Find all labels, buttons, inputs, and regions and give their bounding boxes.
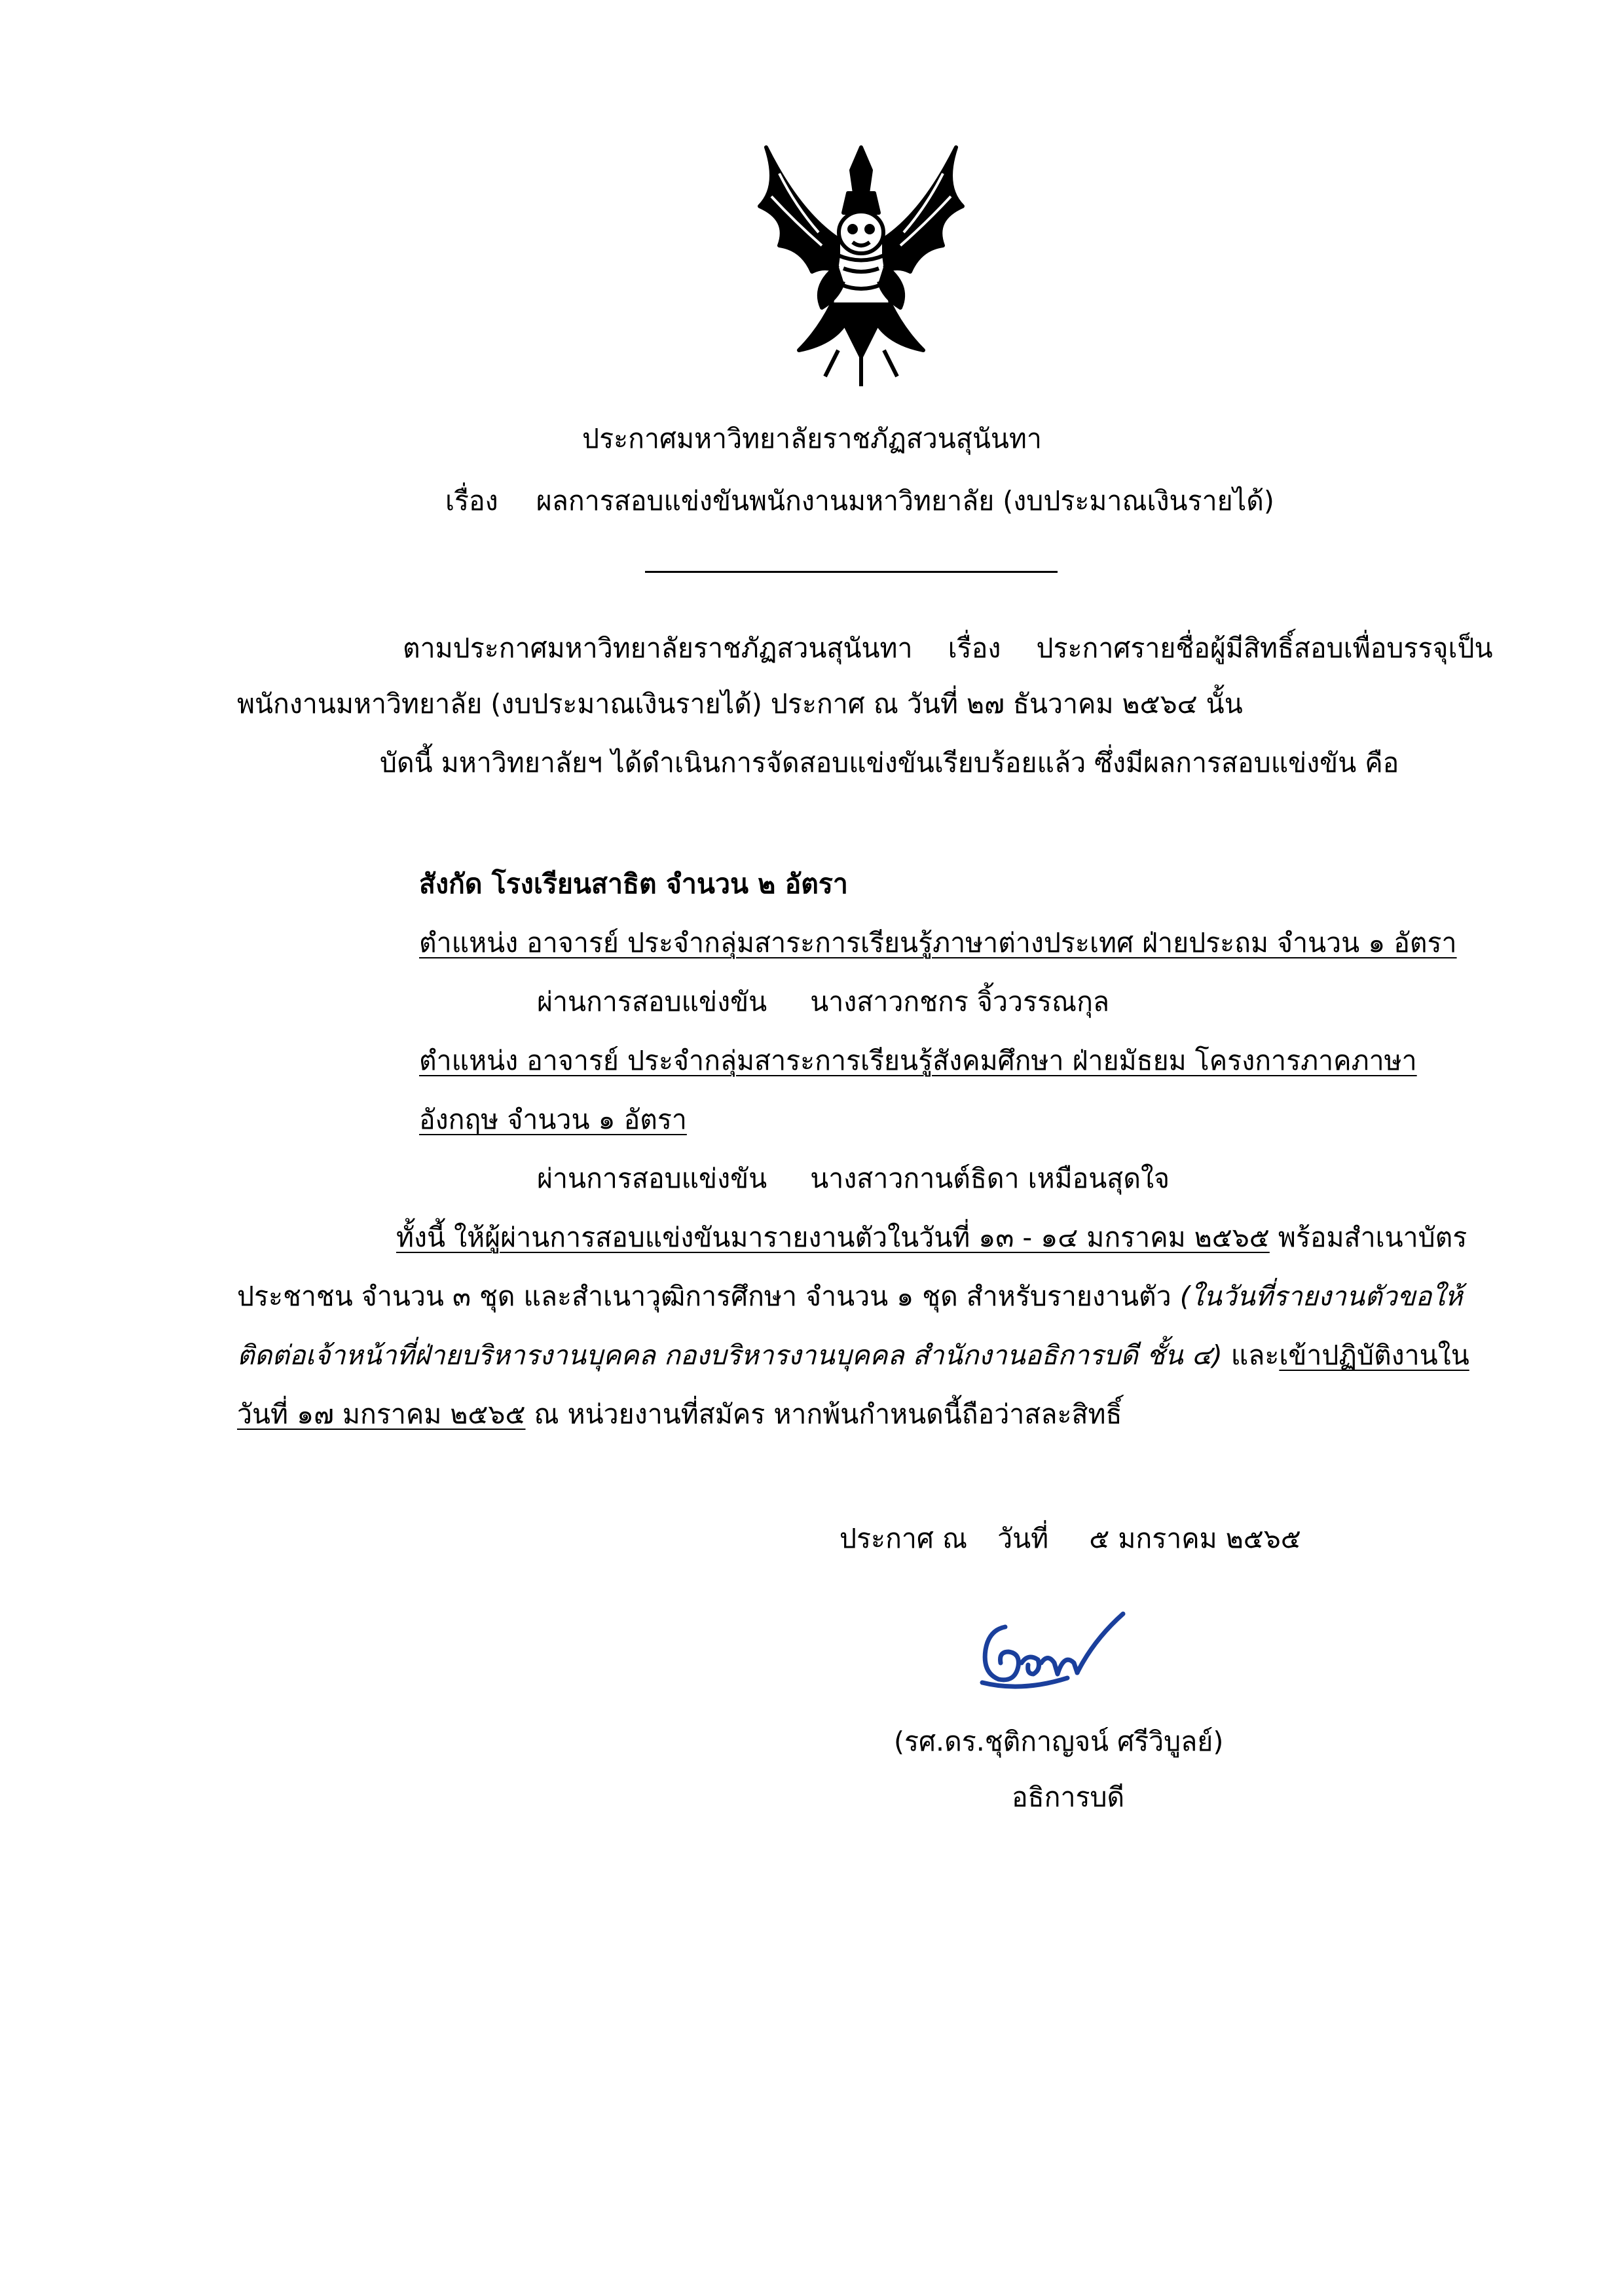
announcement-date xyxy=(840,1519,1301,1558)
signer-name: (รศ.ดร.ชุติกาญจน์ ศรีวิบูลย์) xyxy=(894,1726,1224,1757)
instructions-text: และ xyxy=(1222,1339,1280,1371)
instructions-text: ณ หน่วยงานที่สมัคร หากพ้นกำหนดนี้ถือว่าสละสิทธิ์ xyxy=(525,1398,1122,1430)
intro-paragraph-2: บัดนี้ มหาวิทยาลัยฯ ได้ดำเนินการจัดสอบแข่งขันเรียบร้อยแล้ว ซึ่งมีผลการสอบแข่งขัน คือ xyxy=(380,747,1399,778)
signature-icon xyxy=(943,1601,1146,1712)
passed-candidate-name: นางสาวกานต์ธิดา เหมือนสุดใจ xyxy=(810,1163,1170,1194)
position-2-title-line-2: อังกฤษ จำนวน ๑ อัตรา xyxy=(419,1104,687,1135)
signer-title: อธิการบดี xyxy=(1012,1781,1125,1813)
instructions-text: ประชาชน จำนวน ๓ ชุด และสำเนาวุฒิการศึกษา จำนวน ๑ ชุด สำหรับรายงานตัว xyxy=(237,1281,1180,1312)
intro-text: ตามประกาศมหาวิทยาลัยราชภัฏสวนสุนันทา xyxy=(403,632,913,664)
instructions-line-3 xyxy=(237,1336,1469,1375)
instructions-line-2 xyxy=(237,1277,1462,1316)
result-label: ผ่านการสอบแข่งขัน xyxy=(537,1163,767,1194)
position-1-title: ตำแหน่ง อาจารย์ ประจำกลุ่มสาระการเรียนรู้ภาษาต่างประเทศ ฝ่ายประถม จำนวน ๑ อัตรา xyxy=(419,927,1457,958)
intro-subject-label: เรื่อง xyxy=(948,632,1001,664)
subject-label: เรื่อง xyxy=(445,485,498,517)
instructions-line-4 xyxy=(237,1394,1122,1434)
date-label: วันที่ xyxy=(997,1523,1049,1554)
date-value: ๕ มกราคม ๒๕๖๕ xyxy=(1089,1523,1301,1554)
position-2-title-line-1: ตำแหน่ง อาจารย์ ประจำกลุ่มสาระการเรียนรู้สังคมศึกษา ฝ่ายมัธยม โครงการภาคภาษา xyxy=(419,1045,1417,1076)
intro-paragraph-1-line-2: พนักงานมหาวิทยาลัย (งบประมาณเงินรายได้) ประกาศ ณ วันที่ ๒๗ ธันวาคม ๒๕๖๔ นั้น xyxy=(237,688,1243,720)
contact-note: ติดต่อเจ้าหน้าที่ฝ่ายบริหารงานบุคคล กองบริหารงานบุคคล สำนักงานอธิการบดี ชั้น ๔) xyxy=(237,1339,1223,1371)
header-divider xyxy=(645,571,1058,573)
result-label: ผ่านการสอบแข่งขัน xyxy=(537,986,767,1017)
report-date-text: ทั้งนี้ ให้ผู้ผ่านการสอบแข่งขันมารายงานตัวในวันที่ ๑๓ - ๑๔ มกราคม ๒๕๖๕ xyxy=(396,1222,1270,1253)
position-2-result xyxy=(537,1159,1170,1198)
start-work-text: เข้าปฏิบัติงานใน xyxy=(1279,1339,1469,1371)
subject-line xyxy=(445,481,1274,520)
intro-paragraph-1-line-1 xyxy=(403,629,1493,668)
instructions-line-1 xyxy=(396,1218,1467,1257)
contact-note: (ในวันที่รายงานตัวขอให้ xyxy=(1179,1281,1463,1312)
passed-candidate-name: นางสาวกชกร จิ้ววรรณกุล xyxy=(810,986,1110,1017)
position-1-result xyxy=(537,982,1109,1021)
announced-label: ประกาศ ณ xyxy=(840,1523,968,1554)
start-work-date: วันที่ ๑๗ มกราคม ๒๕๖๕ xyxy=(237,1398,526,1430)
instructions-text: พร้อมสำเนาบัตร xyxy=(1269,1222,1467,1253)
subject-text: ผลการสอบแข่งขันพนักงานมหาวิทยาลัย (งบประมาณเงินรายได้) xyxy=(536,485,1274,517)
section-heading: สังกัด โรงเรียนสาธิต จำนวน ๒ อัตรา xyxy=(419,868,848,900)
announcement-title: ประกาศมหาวิทยาลัยราชภัฏสวนสุนันทา xyxy=(582,423,1042,454)
intro-subject-text: ประกาศรายชื่อผู้มีสิทธิ์สอบเพื่อบรรจุเป็น xyxy=(1036,632,1493,664)
garuda-emblem-icon xyxy=(740,134,982,390)
